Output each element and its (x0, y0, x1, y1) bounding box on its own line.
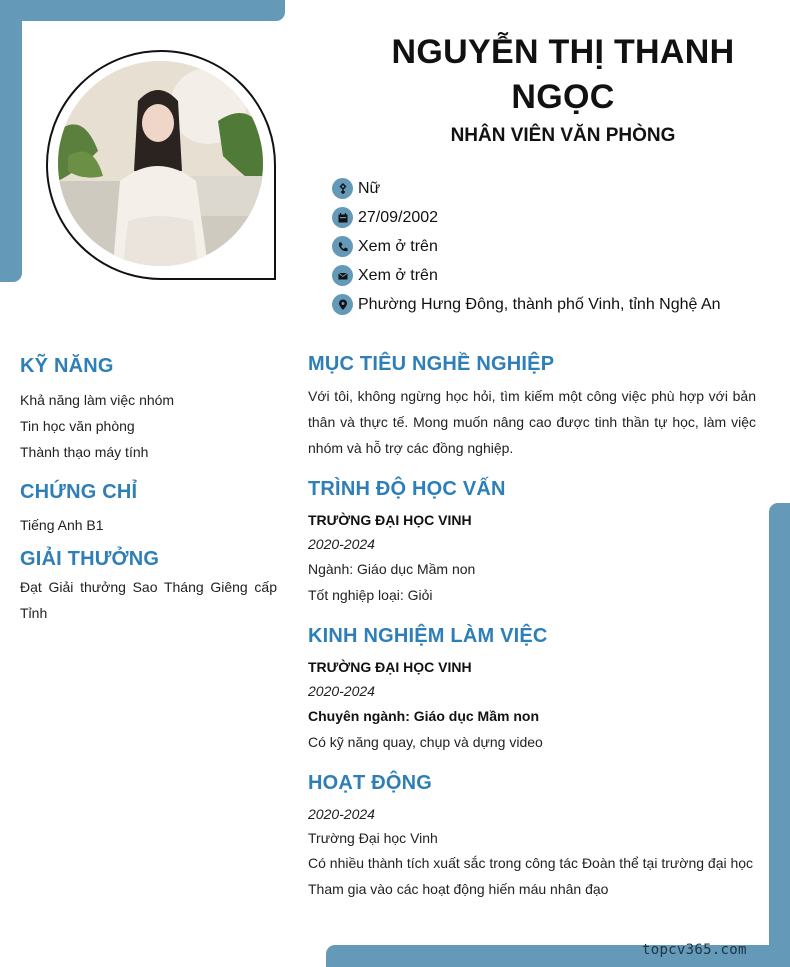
awards-title: GIẢI THƯỞNG (20, 548, 160, 570)
birthday-value: 27/09/2002 (358, 208, 439, 226)
awards-text: Đạt Giải thưởng Sao Tháng Giêng cấp Tỉnh (20, 579, 277, 621)
activities-period: 2020-2024 (308, 806, 375, 822)
objective-title: MỤC TIÊU NGHỀ NGHIỆP (308, 353, 555, 375)
skills-title: KỸ NĂNG (20, 355, 114, 377)
profile-photo (58, 61, 263, 266)
gender-icon (332, 178, 353, 199)
contact-birthday (332, 203, 721, 232)
phone-value: Xem ở trên (358, 237, 438, 255)
education-title: TRÌNH ĐỘ HỌC VẤN (308, 478, 506, 500)
experience-block (308, 655, 756, 703)
avatar (58, 61, 263, 266)
email-icon (332, 265, 353, 286)
activity-item: Tham gia vào các hoạt động hiến máu nhân đạo (308, 881, 609, 897)
activities-title: HOẠT ĐỘNG (308, 772, 433, 794)
skill-item: Thành thạo máy tính (20, 444, 149, 460)
education-block (308, 508, 756, 556)
decorative-bar-top (0, 0, 285, 21)
certificates-list (20, 512, 277, 538)
contact-email (332, 261, 721, 290)
activities-organization: Trường Đại học Vinh (308, 830, 438, 846)
location-icon (332, 294, 353, 315)
contact-phone (332, 232, 721, 261)
email-value: Xem ở trên (358, 266, 438, 284)
skill-item: Khả năng làm việc nhóm (20, 392, 175, 408)
skill-item: Tin học văn phòng (20, 418, 135, 434)
activity-item: Có nhiều thành tích xuất sắc trong công tác Đoàn thể tại trường đại học (308, 855, 754, 871)
experience-description: Có kỹ năng quay, chụp và dựng video (308, 734, 543, 750)
objective-text: Với tôi, không ngừng học hỏi, tìm kiếm một công việc phù hợp với bản thân và thực tế. Mong muốn nâng cao được tinh thần tự học, làm việc nhóm và hỗ trợ các đồng nghiệp. (308, 388, 756, 456)
certificate-item: Tiếng Anh B1 (20, 517, 104, 533)
skills-list (20, 387, 277, 465)
job-title: NHÂN VIÊN VĂN PHÒNG (450, 125, 676, 146)
experience-position: Chuyên ngành: Giáo dục Mầm non (308, 708, 539, 724)
calendar-icon (332, 207, 353, 228)
experience-company: TRƯỜNG ĐẠI HỌC VINH (308, 659, 472, 675)
candidate-name: NGUYỄN THỊ THANH NGỌC (391, 33, 735, 116)
contact-gender (332, 174, 721, 203)
address-value: Phường Hưng Đông, thành phố Vinh, tỉnh Nghệ An (358, 295, 721, 313)
experience-period: 2020-2024 (308, 683, 375, 699)
activities-block (308, 802, 756, 850)
watermark: topcv365.com (642, 942, 747, 958)
decorative-bar-left (0, 0, 22, 282)
certificates-title: CHỨNG CHỈ (20, 481, 138, 503)
activities-list (308, 850, 756, 902)
experience-title: KINH NGHIỆM LÀM VIỆC (308, 625, 548, 647)
education-grade: Tốt nghiệp loại: Giỏi (308, 587, 433, 603)
phone-icon (332, 236, 353, 257)
contact-address (332, 290, 721, 319)
education-school: TRƯỜNG ĐẠI HỌC VINH (308, 512, 472, 528)
gender-value: Nữ (358, 179, 381, 197)
education-major: Ngành: Giáo dục Mầm non (308, 561, 476, 577)
experience-details (308, 703, 756, 755)
decorative-bar-right (769, 503, 790, 967)
education-period: 2020-2024 (308, 536, 375, 552)
contact-list (332, 174, 721, 319)
education-details (308, 556, 756, 608)
